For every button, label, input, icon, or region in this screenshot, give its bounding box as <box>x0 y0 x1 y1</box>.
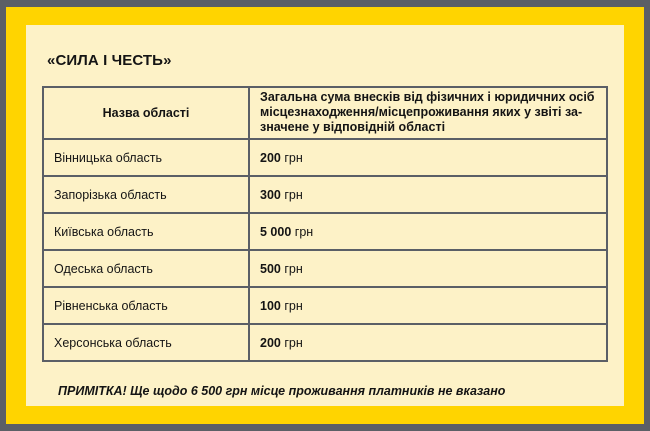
table-row <box>43 213 607 250</box>
table-row <box>43 324 607 361</box>
table-row <box>43 250 607 287</box>
content-panel <box>26 25 624 406</box>
amount-cell <box>249 324 607 361</box>
footnote: ПРИМІТКА! Ще щодо 6 500 грн місце проживання платників не вказано <box>58 384 506 398</box>
currency-label: грн <box>294 224 314 239</box>
table-header-row <box>43 87 607 139</box>
region-cell: Рівненська область <box>43 287 249 324</box>
amount-value: 300 <box>260 187 281 202</box>
amount-value: 200 <box>260 335 281 350</box>
column-header-region: Назва області <box>43 87 249 139</box>
amount-value: 200 <box>260 150 281 165</box>
column-header-amount: Загальна сума внесків від фізичних і юридичних осіб місцезнаходження/місцепроживання яких у звіті за-значене у відповідній області <box>249 87 607 139</box>
currency-label: грн <box>284 298 303 313</box>
amount-cell <box>249 287 607 324</box>
page-title: «СИЛА І ЧЕСТЬ» <box>47 52 172 69</box>
yellow-frame <box>6 7 644 424</box>
amount-cell <box>249 213 607 250</box>
amount-value: 5 000 <box>260 224 292 239</box>
currency-label: грн <box>284 261 303 276</box>
donations-table <box>42 86 608 362</box>
amount-cell <box>249 250 607 287</box>
currency-label: грн <box>284 335 303 350</box>
amount-value: 500 <box>260 261 281 276</box>
amount-cell <box>249 176 607 213</box>
currency-label: грн <box>284 187 303 202</box>
region-cell: Одеська область <box>43 250 249 287</box>
region-cell: Херсонська область <box>43 324 249 361</box>
currency-label: грн <box>284 150 303 165</box>
table-row <box>43 287 607 324</box>
region-cell: Запорізька область <box>43 176 249 213</box>
region-cell: Київська область <box>43 213 249 250</box>
amount-value: 100 <box>260 298 281 313</box>
table-row <box>43 139 607 176</box>
table-row <box>43 176 607 213</box>
region-cell: Вінницька область <box>43 139 249 176</box>
amount-cell <box>249 139 607 176</box>
